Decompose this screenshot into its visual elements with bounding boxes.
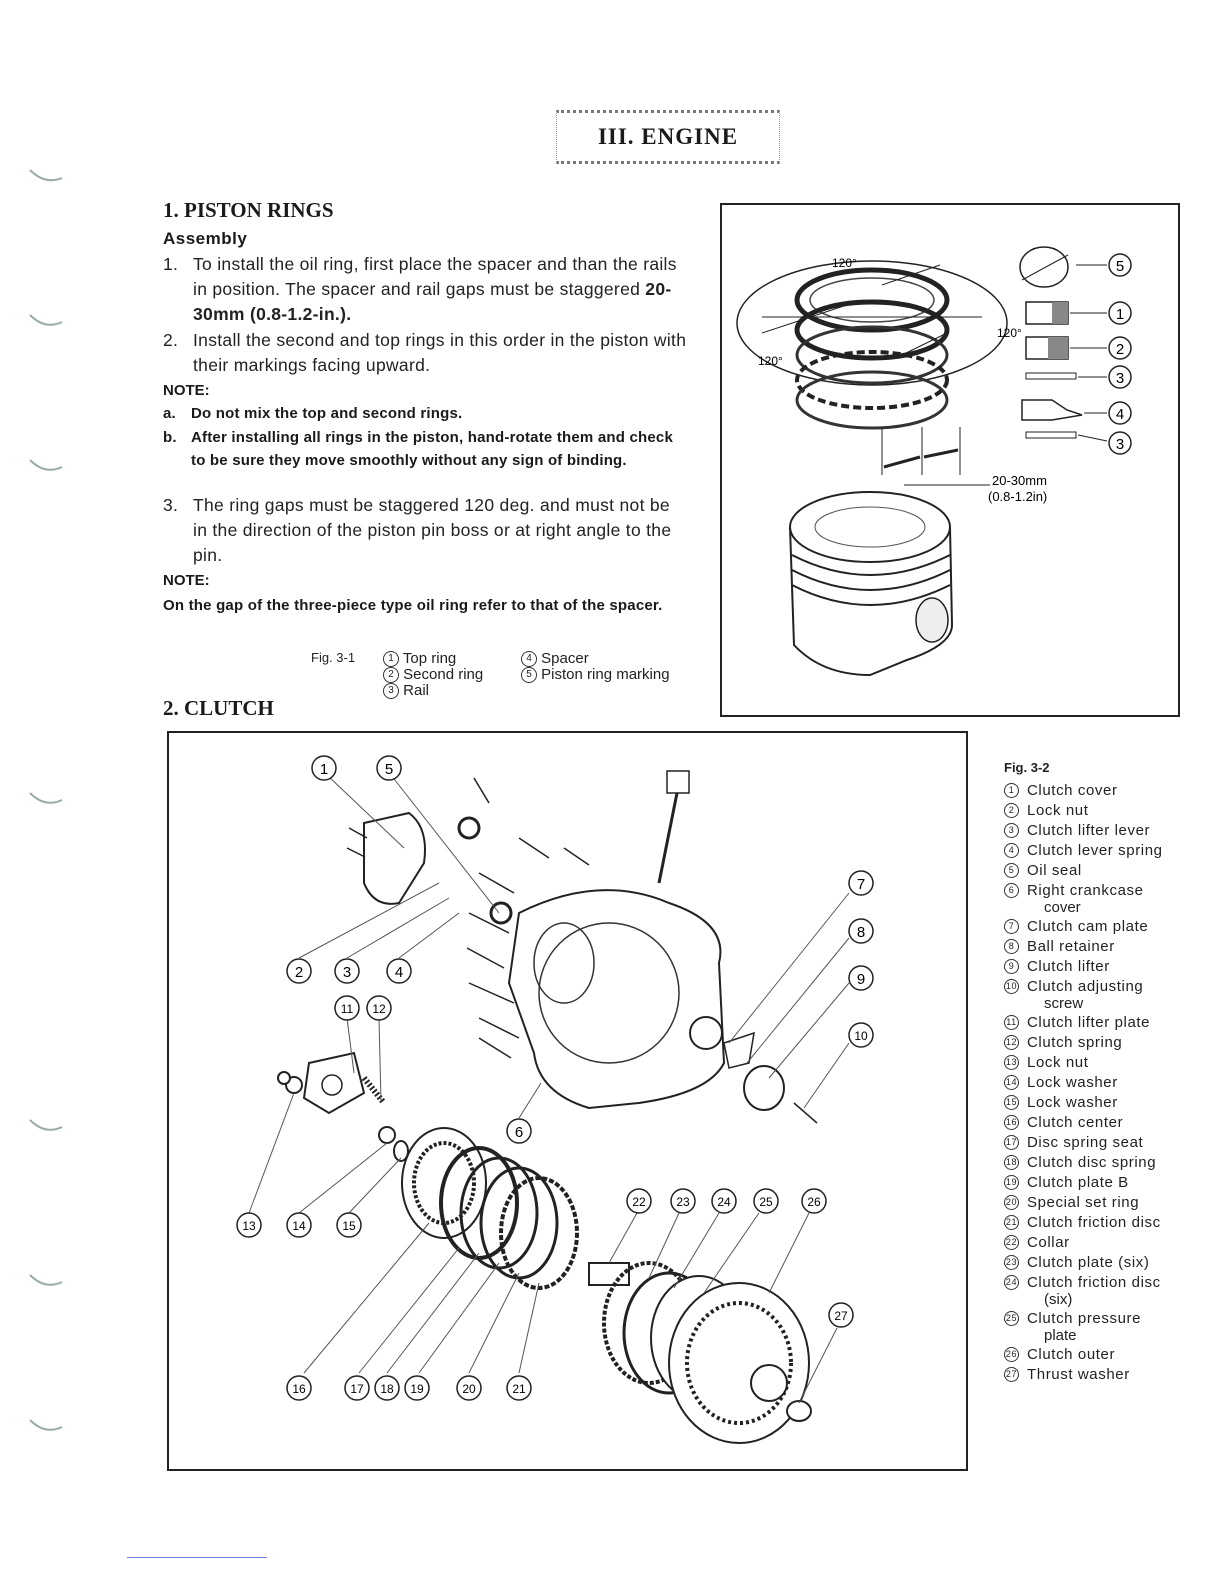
step-2-num: 2.: [163, 330, 179, 350]
angle-label-left: 120°: [758, 354, 783, 368]
legend-item-text: Clutch lifter: [1027, 958, 1110, 975]
fig-1-callout-4: 4: [1115, 406, 1125, 423]
legend-item: [1004, 801, 1204, 821]
legend-rows: [1004, 781, 1204, 1385]
legend-item: [1004, 781, 1204, 801]
subtitle-assembly: Assembly: [163, 229, 248, 248]
legend-item-number: 8: [1004, 939, 1019, 954]
legend-item-number: 15: [1004, 1095, 1019, 1110]
legend-item-continuation: cover: [1044, 899, 1081, 916]
fig-2-callout-2: 2: [294, 964, 304, 981]
binder-hole-marks: [0, 0, 80, 1584]
legend-item-text: Lock washer: [1027, 1094, 1118, 1111]
legend-item-number: 14: [1004, 1075, 1019, 1090]
fig-2-callout-20: 20: [462, 1382, 476, 1396]
fig-1-callout-3b: 3: [1115, 436, 1125, 453]
chapter-title: III. ENGINE: [556, 110, 780, 164]
step-2-text: Install the second and top rings in this order in the piston with their markings facing upward.: [193, 330, 687, 375]
fig-2-callout-5: 5: [384, 761, 394, 778]
fig-2-callout-10: 10: [854, 1029, 868, 1043]
legend-item: [1004, 1133, 1204, 1153]
fig-3-1-cap-5: 5 Piston ring marking: [521, 666, 670, 683]
fig-2-callout-11: 11: [340, 1002, 354, 1016]
legend-item-text: Clutch friction disc: [1027, 1214, 1161, 1231]
legend-item-text: Clutch friction disc: [1027, 1274, 1161, 1291]
legend-item: [1004, 881, 1204, 901]
fig-3-2-diagram: [167, 731, 968, 1471]
fig-2-callout-19: 19: [410, 1382, 424, 1396]
note-1-item-b-text: After installing all rings in the piston, hand-rotate them and check to be sure they move smoothly without any sign of binding.: [191, 429, 673, 469]
legend-item-number: 24: [1004, 1275, 1019, 1290]
legend-item-number: 3: [1004, 823, 1019, 838]
legend-item: [1004, 1365, 1204, 1385]
legend-item: [1004, 1345, 1204, 1365]
fig-2-callout-9: 9: [856, 971, 866, 988]
legend-item: [1004, 821, 1204, 841]
gap-label-inches: (0.8-1.2in): [988, 489, 1048, 504]
gap-label: 20-30mm: [992, 473, 1047, 488]
legend-item: [1004, 1013, 1204, 1033]
note-1-item-a-num: a.: [163, 405, 176, 422]
fig-2-callout-14: 14: [292, 1219, 306, 1233]
fig-3-1-label: Fig. 3-1: [311, 650, 356, 665]
legend-item-text: Lock nut: [1027, 1054, 1089, 1071]
fig-3-1-cap-1: 1 Top ring: [383, 650, 456, 667]
binder-marks: [0, 0, 80, 1584]
legend-item: [1004, 1233, 1204, 1253]
legend-item-text: Clutch pressure: [1027, 1310, 1142, 1327]
fig-3-1-cap-4: 4 Spacer: [521, 650, 589, 667]
fig-2-callout-16: 16: [292, 1382, 306, 1396]
legend-item-number: 10: [1004, 979, 1019, 994]
fig-2-callout-27: 27: [834, 1309, 848, 1323]
step-1-body: [193, 252, 688, 327]
step-1-bold: 20-30mm (0.8-1.2-in.).: [193, 279, 672, 324]
fig-3-2-legend: [1004, 760, 1204, 1385]
legend-item-text: Clutch disc spring: [1027, 1154, 1157, 1171]
legend-item-text: Special set ring: [1027, 1194, 1140, 1211]
step-3-num: 3.: [163, 495, 179, 515]
fig-2-callout-13: 13: [242, 1219, 256, 1233]
legend-item-text: Clutch cam plate: [1027, 918, 1149, 935]
legend-item-number: 23: [1004, 1255, 1019, 1270]
note-1-item-a: [163, 402, 688, 425]
step-3: [163, 493, 688, 568]
note-1-item-b-num: b.: [163, 429, 177, 446]
legend-item-number: 1: [1004, 783, 1019, 798]
clutch-exploded-drawing: [169, 733, 966, 1469]
legend-item-number: 4: [1004, 843, 1019, 858]
fig-2-callout-15: 15: [342, 1219, 356, 1233]
fig-3-1-diagram: [720, 203, 1180, 717]
legend-item-text: Clutch lifter plate: [1027, 1014, 1151, 1031]
step-2: [163, 328, 688, 378]
piston-rings-drawing: [722, 205, 1178, 715]
fig-2-callout-22: 22: [632, 1195, 646, 1209]
fig-3-1-cap-2: 2 Second ring: [383, 666, 483, 683]
fig-2-callout-3: 3: [342, 964, 352, 981]
legend-item: [1004, 1213, 1204, 1233]
legend-item-text: Clutch lifter lever: [1027, 822, 1151, 839]
legend-item-text: Clutch outer: [1027, 1346, 1116, 1363]
fig-2-callout-26: 26: [807, 1195, 821, 1209]
legend-item-text: Clutch plate B: [1027, 1174, 1129, 1191]
legend-item-number: 13: [1004, 1055, 1019, 1070]
legend-item-number: 19: [1004, 1175, 1019, 1190]
legend-item-text: Clutch adjusting: [1027, 978, 1144, 995]
fig-2-callout-24: 24: [717, 1195, 731, 1209]
legend-item-number: 21: [1004, 1215, 1019, 1230]
legend-item: [1004, 1153, 1204, 1173]
fig-2-callout-18: 18: [380, 1382, 394, 1396]
note-2-text: On the gap of the three-piece type oil ring refer to that of the spacer.: [163, 597, 663, 614]
legend-item-number: 2: [1004, 803, 1019, 818]
legend-item-number: 27: [1004, 1367, 1019, 1382]
fig-3-1-cap-3: 3 Rail: [383, 682, 429, 699]
legend-item-number: 7: [1004, 919, 1019, 934]
legend-item: [1004, 1113, 1204, 1133]
fig-2-callout-1: 1: [319, 761, 329, 778]
legend-item-number: 20: [1004, 1195, 1019, 1210]
legend-item: [1004, 1193, 1204, 1213]
fig-3-1-caption: [311, 650, 716, 702]
angle-label-right: 120°: [997, 326, 1022, 340]
legend-item-number: 26: [1004, 1347, 1019, 1362]
legend-item-continuation: screw: [1044, 995, 1084, 1012]
legend-item: [1004, 917, 1204, 937]
fig-2-callout-25: 25: [759, 1195, 773, 1209]
fig-2-callout-7: 7: [856, 876, 866, 893]
section-title-clutch: 2. CLUTCH: [163, 696, 274, 720]
fig-2-callout-6: 6: [514, 1124, 524, 1141]
footer-line: [127, 1557, 267, 1558]
legend-item: [1004, 841, 1204, 861]
angle-label-top: 120°: [832, 256, 857, 270]
fig-1-callout-5: 5: [1115, 258, 1125, 275]
legend-item-continuation: (six): [1044, 1291, 1073, 1308]
fig-3-2-label: Fig. 3-2: [1004, 760, 1050, 775]
legend-item-number: 16: [1004, 1115, 1019, 1130]
fig-2-callout-12: 12: [372, 1002, 386, 1016]
legend-item: [1004, 1073, 1204, 1093]
legend-item-number: 11: [1004, 1015, 1019, 1030]
legend-item-number: 18: [1004, 1155, 1019, 1170]
legend-item-number: 9: [1004, 959, 1019, 974]
fig-2-callout-8: 8: [856, 924, 866, 941]
step-3-text: The ring gaps must be staggered 120 deg. and must not be in the direction of the piston pin boss or at right angle to the pin.: [193, 495, 672, 565]
legend-item-text: Ball retainer: [1027, 938, 1115, 955]
legend-item: [1004, 1253, 1204, 1273]
legend-item: [1004, 861, 1204, 881]
fig-2-callout-23: 23: [676, 1195, 690, 1209]
fig-2-callout-21: 21: [512, 1382, 526, 1396]
legend-item-number: 22: [1004, 1235, 1019, 1250]
legend-item-number: 25: [1004, 1311, 1019, 1326]
legend-item: [1004, 1273, 1204, 1293]
legend-item-number: 5: [1004, 863, 1019, 878]
step-1-text: To install the oil ring, first place the spacer and than the rails in position. The spacer and rail gaps must be staggered: [193, 254, 677, 299]
legend-item-text: Clutch lever spring: [1027, 842, 1163, 859]
legend-item-text: Lock nut: [1027, 802, 1089, 819]
legend-item-text: Collar: [1027, 1234, 1070, 1251]
legend-item-number: 12: [1004, 1035, 1019, 1050]
legend-item-number: 17: [1004, 1135, 1019, 1150]
legend-item-text: Lock washer: [1027, 1074, 1118, 1091]
legend-item-text: Clutch plate (six): [1027, 1254, 1150, 1271]
fig-1-callout-3a: 3: [1115, 370, 1125, 387]
fig-1-callout-2: 2: [1115, 341, 1125, 358]
legend-item: [1004, 1033, 1204, 1053]
legend-item: [1004, 1053, 1204, 1073]
legend-item-text: Clutch cover: [1027, 782, 1118, 799]
legend-item-text: Thrust washer: [1027, 1366, 1130, 1383]
section-title-piston-rings: 1. PISTON RINGS: [163, 198, 334, 222]
legend-item: [1004, 977, 1204, 997]
legend-item-text: Disc spring seat: [1027, 1134, 1144, 1151]
note-1-label: NOTE:: [163, 382, 210, 399]
legend-item: [1004, 1173, 1204, 1193]
note-2-label: NOTE:: [163, 572, 210, 589]
legend-item: [1004, 957, 1204, 977]
fig-2-callout-17: 17: [350, 1382, 364, 1396]
note-1-item-b: [163, 426, 688, 472]
step-1: [163, 252, 688, 327]
legend-item: [1004, 1309, 1204, 1329]
legend-item-number: 6: [1004, 883, 1019, 898]
legend-item: [1004, 937, 1204, 957]
note-1-item-a-text: Do not mix the top and second rings.: [191, 405, 463, 422]
fig-1-callout-1: 1: [1115, 306, 1125, 323]
legend-item-text: Clutch spring: [1027, 1034, 1123, 1051]
legend-item-text: Clutch center: [1027, 1114, 1124, 1131]
legend-item-text: Right crankcase: [1027, 882, 1144, 899]
legend-item: [1004, 1093, 1204, 1113]
legend-item-text: Oil seal: [1027, 862, 1082, 879]
fig-2-callout-4: 4: [394, 964, 404, 981]
legend-item-continuation: plate: [1044, 1327, 1077, 1344]
step-1-num: 1.: [163, 254, 179, 274]
